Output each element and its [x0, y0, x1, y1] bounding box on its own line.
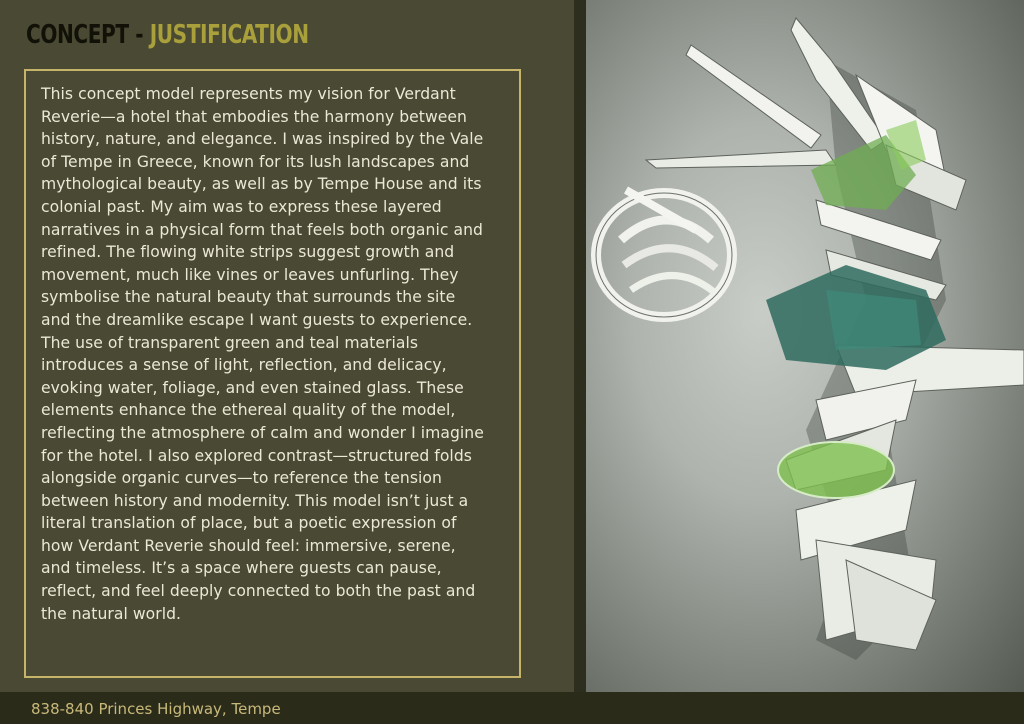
- model-illustration: [586, 0, 1024, 692]
- small-ring-model: [596, 190, 732, 317]
- footer-address: 838-840 Princes Highway, Tempe: [31, 700, 281, 718]
- page-title: [26, 18, 309, 52]
- title-separator: -: [128, 20, 150, 50]
- title-part-concept: CONCEPT: [26, 20, 129, 50]
- justification-text-box: [24, 69, 521, 678]
- justification-paragraph: This concept model represents my vision for Verdant Reverie—a hotel that embodies the harmony between history, nature, and elegance. I was inspired by the Vale of Tempe in Greece, known for its lush landscapes and mythological beauty, as well as by Tempe House and its colonial past. My aim was to express these layered narratives in a physical form that feels both organic and refined. The flowing white strips suggest growth and movement, much like vines or leaves unfurling. They symbolise the natural beauty that surrounds the site and the dreamlike escape I want guests to experience. The use of transparent green and teal materials introduces a sense of light, reflection, and delicacy, evoking water, foliage, and even stained glass. These elements enhance the ethereal quality of the model, reflecting the atmosphere of calm and wonder I imagine for the hotel. I also explored contrast—structured folds alongside organic curves—to reference the tension between history and modernity. This model isn’t just a literal translation of place, but a poetic expression of how Verdant Reverie should feel: immersive, serene, and timeless. It’s a space where guests can pause, reflect, and feel deeply connected to both the past and the natural world.: [41, 85, 484, 623]
- title-part-justification: JUSTIFICATION: [149, 20, 309, 50]
- panel-divider: [574, 0, 586, 692]
- concept-model-photo: [586, 0, 1024, 692]
- footer-bar: [0, 692, 1024, 724]
